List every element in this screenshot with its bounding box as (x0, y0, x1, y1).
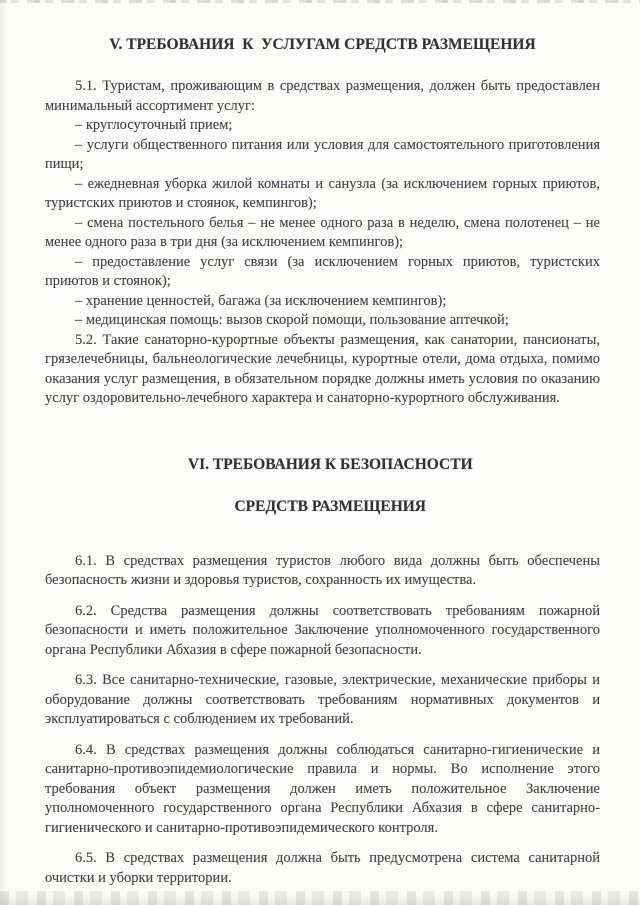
section-v-heading: V. ТРЕБОВАНИЯ К УСЛУГАМ СРЕДСТВ РАЗМЕЩЕНИЯ (109, 36, 536, 53)
scan-artifact-bottom-edge (0, 891, 640, 905)
service-list-item-7: – медицинская помощь: вызов скорой помощи, пользование аптечкой; (75, 312, 509, 328)
paragraph-6-3: 6.3. Все санитарно-технические, газовые, электрические, механические приборы и оборудование должны соответствовать требованиям нормативных документов и эксплуатироваться с соблюдением их требований. (45, 672, 600, 727)
paragraph-5-1: 5.1. Туристам, проживающим в средствах размещения, должен быть предоставлен минимальный ассортимент услуг: (45, 78, 600, 114)
paragraph-6-4: 6.4. В средствах размещения должны соблюдаться санитарно-гигиенические и санитарно-противоэпидемиологические правила и нормы. Во исполнение этого требования объект размещения должен иметь положительное Заключение уполномоченного государственного органа Республики Абхазия в сфере санитарно-гигиенического и санитарно-противоэпидемического контроля. (45, 741, 600, 836)
service-list-item-3: – ежедневная уборка жилой комнаты и санузла (за исключением горных приютов, туристских приютов и стоянок, кемпингов); (45, 175, 600, 211)
scan-artifact-top-edge (0, 0, 640, 3)
scan-artifact-left-edge (0, 0, 7, 905)
paragraph-6-1: 6.1. В средствах размещения туристов любого вида должны быть обеспечены безопасность жизни и здоровья туристов, сохранность их имущества. (45, 552, 600, 588)
service-list-item-5: – предоставление услуг связи (за исключением горных приютов, туристских приютов и стоянок); (45, 253, 600, 289)
service-list-item-6: – хранение ценностей, багажа (за исключением кемпингов); (75, 292, 447, 309)
paragraph-6-5: 6.5. В средствах размещения должна быть предусмотрена система санитарной очистки и уборки территории. (45, 850, 600, 886)
section-vi-heading-line-1: VI. ТРЕБОВАНИЯ К БЕЗОПАСНОСТИ (187, 455, 473, 473)
section-vi-heading-line-2: СРЕДСТВ РАЗМЕЩЕНИЯ (234, 497, 427, 515)
service-list-item-4: – смена постельного белья – не менее одного раза в неделю, смена полотенец – не менее одного раза в три дня (за исключением кемпингов); (45, 214, 600, 250)
paragraph-6-2: 6.2. Средства размещения должны соответствовать требованиям пожарной безопасности и иметь положительное Заключение уполномоченного государственного органа Республики Абхазия в сфере пожарной безопасности. (45, 602, 600, 658)
section-vi-heading (45, 433, 600, 538)
service-list-item-2: – услуги общественного питания или условия для самостоятельного приготовления пищи; (45, 136, 600, 172)
paragraph-5-2: 5.2. Такие санаторно-курортные объекты размещения, как санатории, пансионаты, грязелечебницы, бальнеологические лечебницы, курортные отели, дома отдыха, помимо оказания услуг размещения, в обязательном порядке должны иметь условия по оказанию услуг оздоровительно-лечебного характера и санаторно-курортного обслуживания. (45, 331, 600, 406)
service-list-item-1: – круглосуточный прием; (75, 117, 233, 133)
